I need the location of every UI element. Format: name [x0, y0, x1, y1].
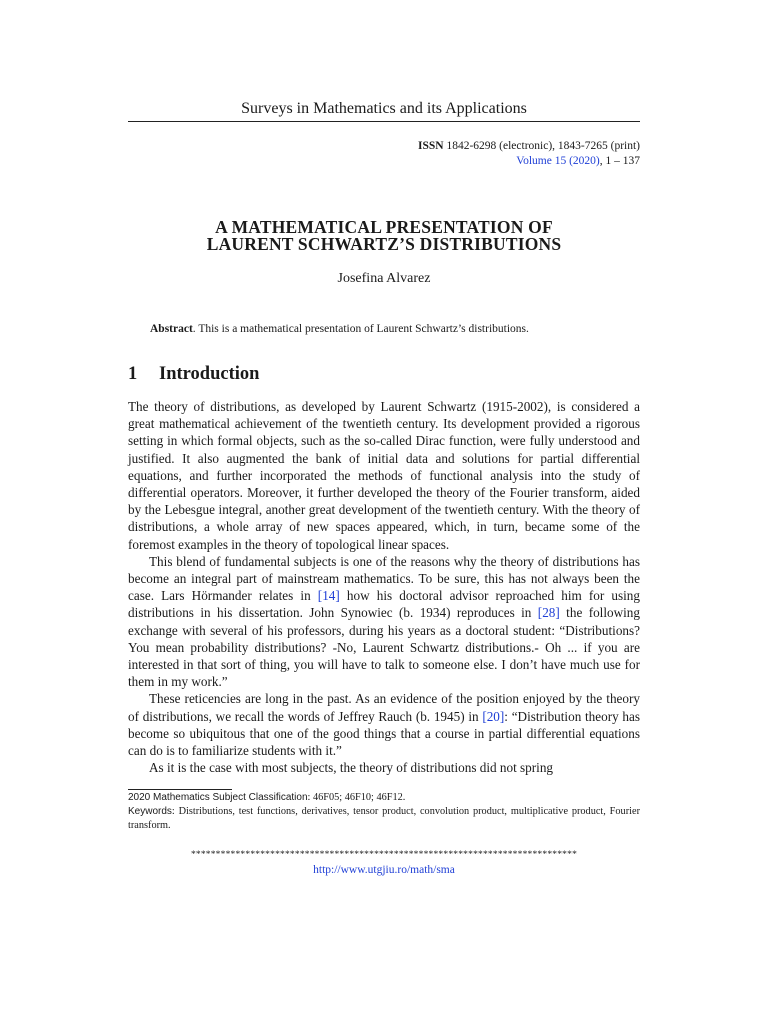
keywords-label: Keywords — [128, 806, 172, 817]
paragraph-2 — [128, 553, 640, 691]
pages-range: , 1 – 137 — [599, 155, 640, 167]
volume-link[interactable]: Volume 15 (2020) — [516, 155, 600, 167]
issn-text: 1842-6298 (electronic), 1843-7265 (print) — [446, 140, 640, 152]
footnote-rule — [128, 789, 232, 790]
issn-block — [418, 139, 640, 169]
journal-url-link[interactable]: http://www.utgjiu.ro/math/sma — [313, 864, 455, 876]
abstract-label: Abstract — [150, 323, 193, 335]
paragraph-4: As it is the case with most subjects, the theory of distributions did not spring — [149, 760, 554, 776]
citation-link-14[interactable]: [14] — [317, 588, 340, 604]
msc-value: : 46F05; 46F10; 46F12. — [307, 792, 406, 803]
paragraph-1: The theory of distributions, as developed by Laurent Schwartz (1915-2002), is considered a great mathematical achievement of the twentieth century. Its development provided a rigorous setting in which formal objects, such as the so-called Dirac function, were fully understood and justified. It also augmented the bank of initial data and solutions for partial differential equations, and further incorporated the methods of functional analysis into the study of differential operators. Moreover, it further developed the theory of the Fourier transform, aided by the Lebesgue integral, another great development of the twentieth century. With the theory of distributions, a whole array of new spaces appeared, which, in turn, became some of the foremost examples in the theory of topological linear spaces. — [128, 399, 640, 552]
footnotes — [128, 791, 640, 833]
keywords-value: : Distributions, test functions, derivatives, tensor product, convolution product, multiplicative product, Fourier transform. — [128, 806, 640, 831]
journal-title: Surveys in Mathematics and its Applications — [241, 100, 527, 117]
author-name: Josefina Alvarez — [337, 271, 431, 286]
section-number: 1 — [128, 364, 138, 384]
paragraph-3-part-a: These reticencies are long in the past. As an evidence of the position enjoyed by the theory of distributions, we recall the words of Jeffrey Rauch (b. 1945) in — [128, 691, 640, 724]
body-text — [128, 398, 640, 776]
keywords-footnote — [128, 805, 640, 833]
issn-label: ISSN — [418, 140, 444, 152]
title-line-1: A MATHEMATICAL PRESENTATION OF — [215, 217, 553, 237]
paragraph-2-part-a: This blend of fundamental subjects is one of the reasons why the theory of distributions has become an integral part of mainstream mathematics. To be sure, this has not always been the case. Lars Hörmander relates in — [128, 553, 640, 604]
site-url-line — [128, 864, 640, 876]
title-line-2: LAURENT SCHWARTZ’S DISTRIBUTIONS — [206, 234, 562, 254]
star-divider: ****************************************************************************** — [190, 850, 578, 860]
paragraph-3-part-b: : “Distribution theory has become so ubiquitous that one of the good things that a course in partial differential equations can do is to familiarize students with it.” — [128, 708, 641, 759]
abstract-text: . This is a mathematical presentation of Laurent Schwartz’s distributions. — [192, 323, 529, 335]
msc-label: 2020 Mathematics Subject Classification — [128, 792, 308, 803]
paper-title — [128, 219, 640, 253]
citation-link-20[interactable]: [20] — [482, 708, 505, 724]
section-title: Introduction — [159, 364, 260, 384]
msc-footnote — [128, 791, 640, 805]
issn-line — [418, 139, 640, 154]
abstract — [150, 322, 620, 337]
section-heading — [128, 364, 259, 385]
volume-line — [418, 154, 640, 169]
header-rule — [128, 121, 640, 122]
paragraph-2-part-b: how his doctoral advisor reproached him for using distributions in his dissertation. John Synowiec (b. 1934) reproduces in — [128, 588, 640, 621]
citation-link-28[interactable]: [28] — [537, 605, 560, 621]
paragraph-3 — [128, 690, 640, 759]
paragraph-2-part-c: the following exchange with several of his professors, during his years as a doctoral student: “Distributions? You mean probability distributions? -No, Laurent Schwartz distributions.- Oh ... if you are interested in that sort of thing, you will have to talk to someone else. I don’t have much use for them in my work.” — [128, 605, 640, 690]
